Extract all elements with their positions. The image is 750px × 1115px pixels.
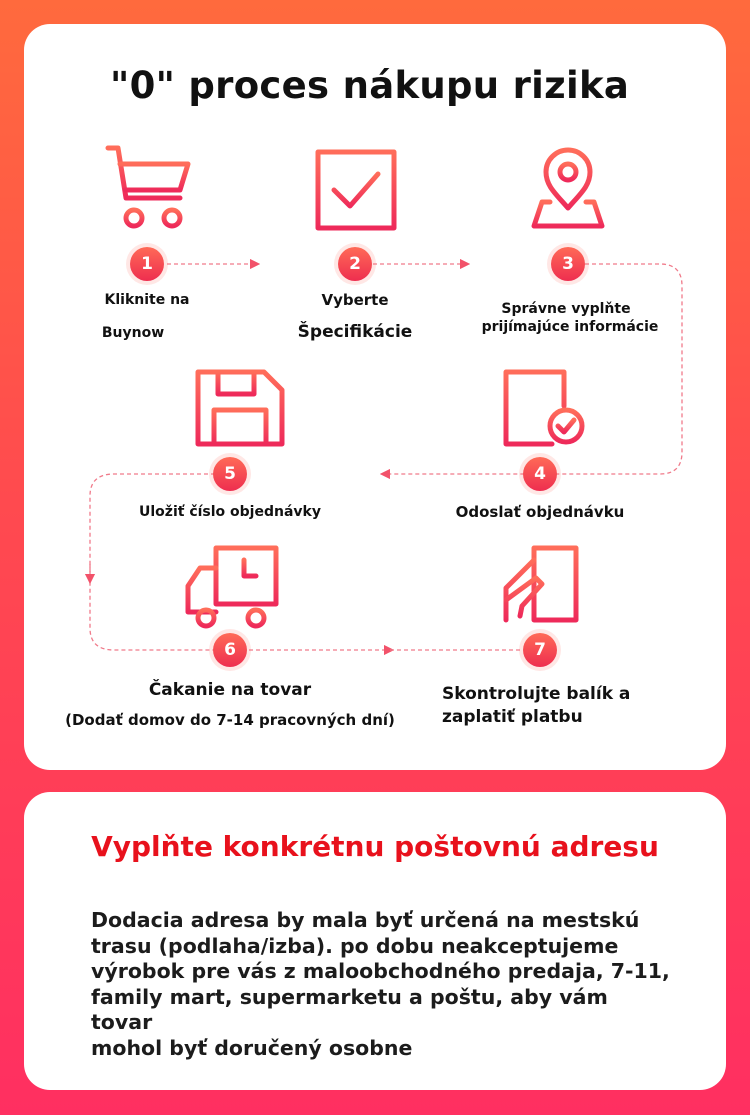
step-number-1: 1 (130, 247, 164, 281)
delivery-truck-icon (184, 544, 280, 640)
step-1-label-line1: Kliknite na (104, 292, 190, 308)
page-title: "0" proces nákupu rizika (110, 64, 630, 107)
step-number-6: 6 (213, 633, 247, 667)
step-number-5: 5 (213, 457, 247, 491)
step-3-label-line2: prijímajúce informácie (481, 319, 659, 335)
step-7-label-line2: zaplatiť platbu (442, 707, 583, 727)
step-number-7: 7 (523, 633, 557, 667)
process-card (24, 24, 726, 770)
step-2-label-line1: Vyberte (321, 291, 389, 309)
step-5-label: Uložiť číslo objednávky (139, 504, 321, 520)
document-check-icon (494, 366, 590, 462)
address-instructions (91, 908, 671, 1061)
step-6-label-line2: (Dodať domov do 7-14 pracovných dní) (65, 711, 395, 729)
address-line-5: mohol byť doručený osobne (91, 1035, 413, 1060)
location-pin-icon (520, 148, 616, 244)
step-7-label-line1: Skontrolujte balík a (442, 684, 631, 704)
step-number-2: 2 (338, 247, 372, 281)
step-number-3: 3 (551, 247, 585, 281)
step-6-label-line1: Čakanie na tovar (148, 680, 312, 700)
address-line-1: Dodacia adresa by mala byť určená na mestskú (91, 908, 640, 932)
address-line-2: trasu (podlaha/izba). po dobu neakceptujeme (91, 933, 619, 958)
address-card (24, 792, 726, 1090)
shopping-cart-plus-icon (100, 140, 196, 236)
save-disk-icon (192, 366, 288, 462)
step-number-4: 4 (523, 457, 557, 491)
step-4-label: Odoslať objednávku (455, 503, 625, 521)
checkbox-icon (310, 146, 406, 242)
address-heading: Vyplňte konkrétnu poštovnú adresu (91, 830, 659, 863)
address-line-4: family mart, supermarketu a poštu, aby vám tovar (91, 984, 608, 1034)
step-2-label-line2: Špecifikácie (297, 322, 413, 342)
step-1-label-line2: Buynow (101, 325, 165, 341)
step-3-label-line1: Správne vyplňte (501, 301, 631, 317)
address-line-3: výrobok pre vás z maloobchodného predaja, 7-11, (91, 959, 670, 983)
hand-card-icon (496, 542, 592, 638)
flow-connectors (24, 24, 726, 770)
